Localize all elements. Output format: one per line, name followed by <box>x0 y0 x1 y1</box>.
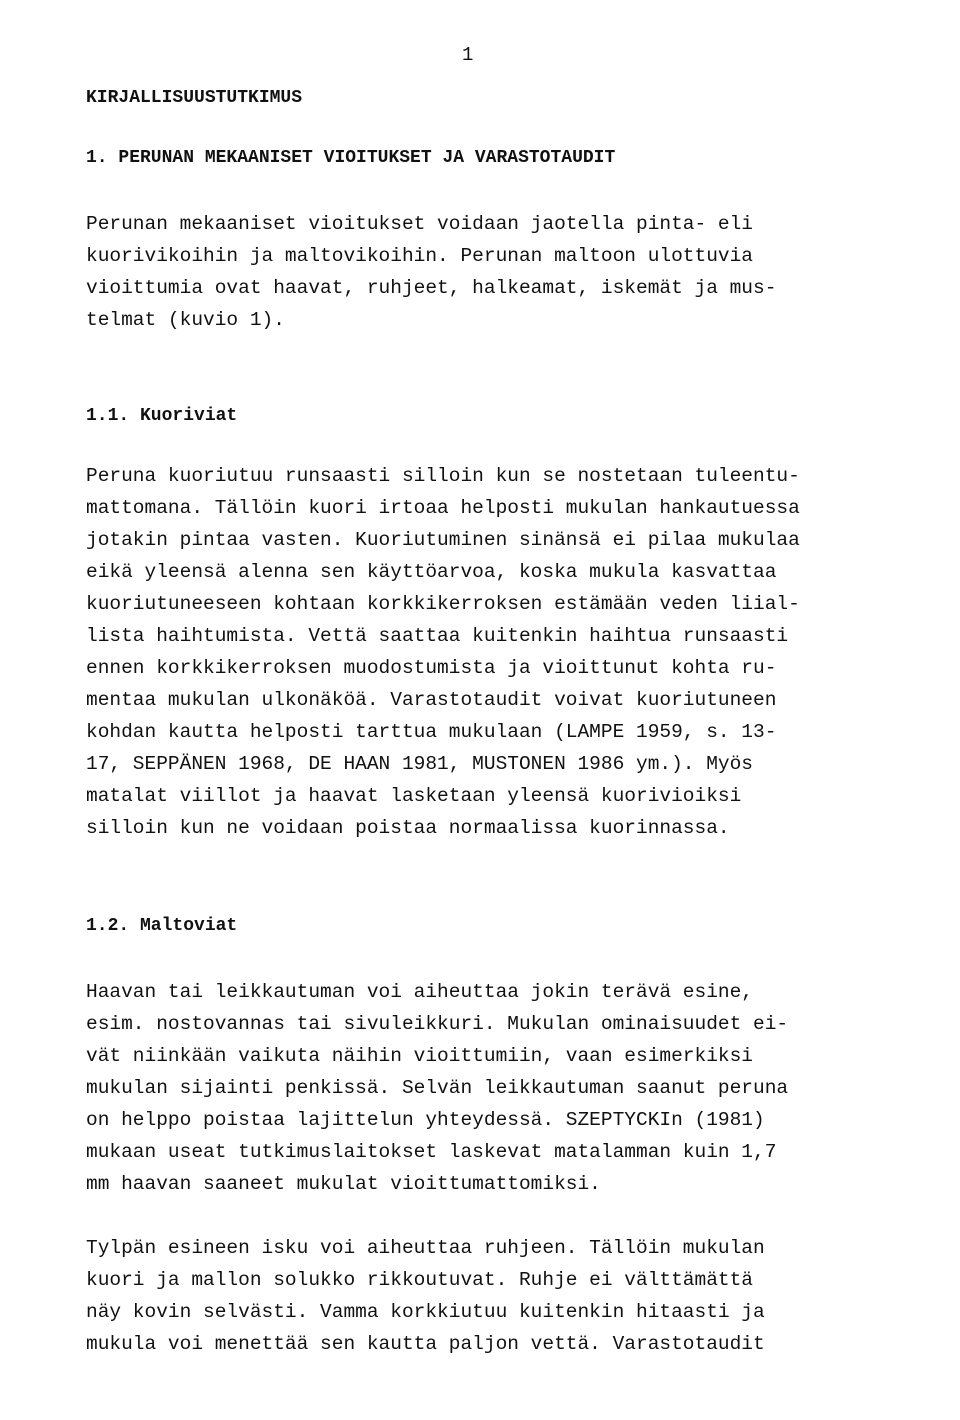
text-line: lista haihtumista. Vettä saattaa kuitenkin haihtua runsaasti <box>86 625 789 647</box>
text-line: näy kovin selvästi. Vamma korkkiutuu kuitenkin hitaasti ja <box>86 1301 765 1323</box>
text-line: eikä yleensä alenna sen käyttöarvoa, koska mukula kasvattaa <box>86 561 777 583</box>
text-line: telmat (kuvio 1). <box>86 309 285 331</box>
text-line: ennen korkkikerroksen muodostumista ja vioittunut kohta ru- <box>86 657 777 679</box>
text-line: mattomana. Tällöin kuori irtoaa helposti mukulan hankautuessa <box>86 497 800 519</box>
text-line: jotakin pintaa vasten. Kuoriutuminen sinänsä ei pilaa mukulaa <box>86 529 800 551</box>
kuoriviat-paragraph <box>86 460 876 844</box>
text-line: 17, SEPPÄNEN 1968, DE HAAN 1981, MUSTONEN 1986 ym.). Myös <box>86 753 754 775</box>
section-heading: 1. PERUNAN MEKAANISET VIOITUKSET JA VARASTOTAUDIT <box>86 148 616 168</box>
text-line: kuoriutuneeseen kohtaan korkkikerroksen estämään veden liial- <box>86 593 800 615</box>
text-line: Haavan tai leikkautuman voi aiheuttaa jokin terävä esine, <box>86 981 754 1003</box>
subsection-heading-kuoriviat: 1.1. Kuoriviat <box>86 406 238 426</box>
text-line: Tylpän esineen isku voi aiheuttaa ruhjeen. Tällöin mukulan <box>86 1237 765 1259</box>
intro-paragraph <box>86 208 876 336</box>
text-line: mukaan useat tutkimuslaitokset laskevat matalamman kuin 1,7 <box>86 1141 777 1163</box>
text-line: silloin kun ne voidaan poistaa normaalissa kuorinnassa. <box>86 817 730 839</box>
text-line: esim. nostovannas tai sivuleikkuri. Mukulan ominaisuudet ei- <box>86 1013 789 1035</box>
maltoviat-paragraph-2 <box>86 1232 876 1360</box>
main-heading: KIRJALLISUUSTUTKIMUS <box>86 88 303 108</box>
text-line: vioittumia ovat haavat, ruhjeet, halkeamat, iskemät ja mus- <box>86 277 777 299</box>
text-line: mukula voi menettää sen kautta paljon vettä. Varastotaudit <box>86 1333 765 1355</box>
text-line: kuori ja mallon solukko rikkoutuvat. Ruhje ei välttämättä <box>86 1269 754 1291</box>
page-number: 1 <box>462 44 474 66</box>
text-line: on helppo poistaa lajittelun yhteydessä. SZEPTYCKIn (1981) <box>86 1109 765 1131</box>
text-line: mukulan sijainti penkissä. Selvän leikkautuman saanut peruna <box>86 1077 789 1099</box>
text-line: vät niinkään vaikuta näihin vioittumiin, vaan esimerkiksi <box>86 1045 754 1067</box>
subsection-heading-maltoviat: 1.2. Maltoviat <box>86 916 238 936</box>
text-line: matalat viillot ja haavat lasketaan yleensä kuorivioiksi <box>86 785 742 807</box>
text-line: Peruna kuoriutuu runsaasti silloin kun se nostetaan tuleentu- <box>86 465 800 487</box>
text-line: mm haavan saaneet mukulat vioittumattomiksi. <box>86 1173 601 1195</box>
text-line: kuorivikoihin ja maltovikoihin. Perunan maltoon ulottuvia <box>86 245 754 267</box>
text-line: Perunan mekaaniset vioitukset voidaan jaotella pinta- eli <box>86 213 754 235</box>
text-line: kohdan kautta helposti tarttua mukulaan (LAMPE 1959, s. 13- <box>86 721 777 743</box>
maltoviat-paragraph-1 <box>86 976 876 1200</box>
text-line: mentaa mukulan ulkonäköä. Varastotaudit voivat kuoriutuneen <box>86 689 777 711</box>
